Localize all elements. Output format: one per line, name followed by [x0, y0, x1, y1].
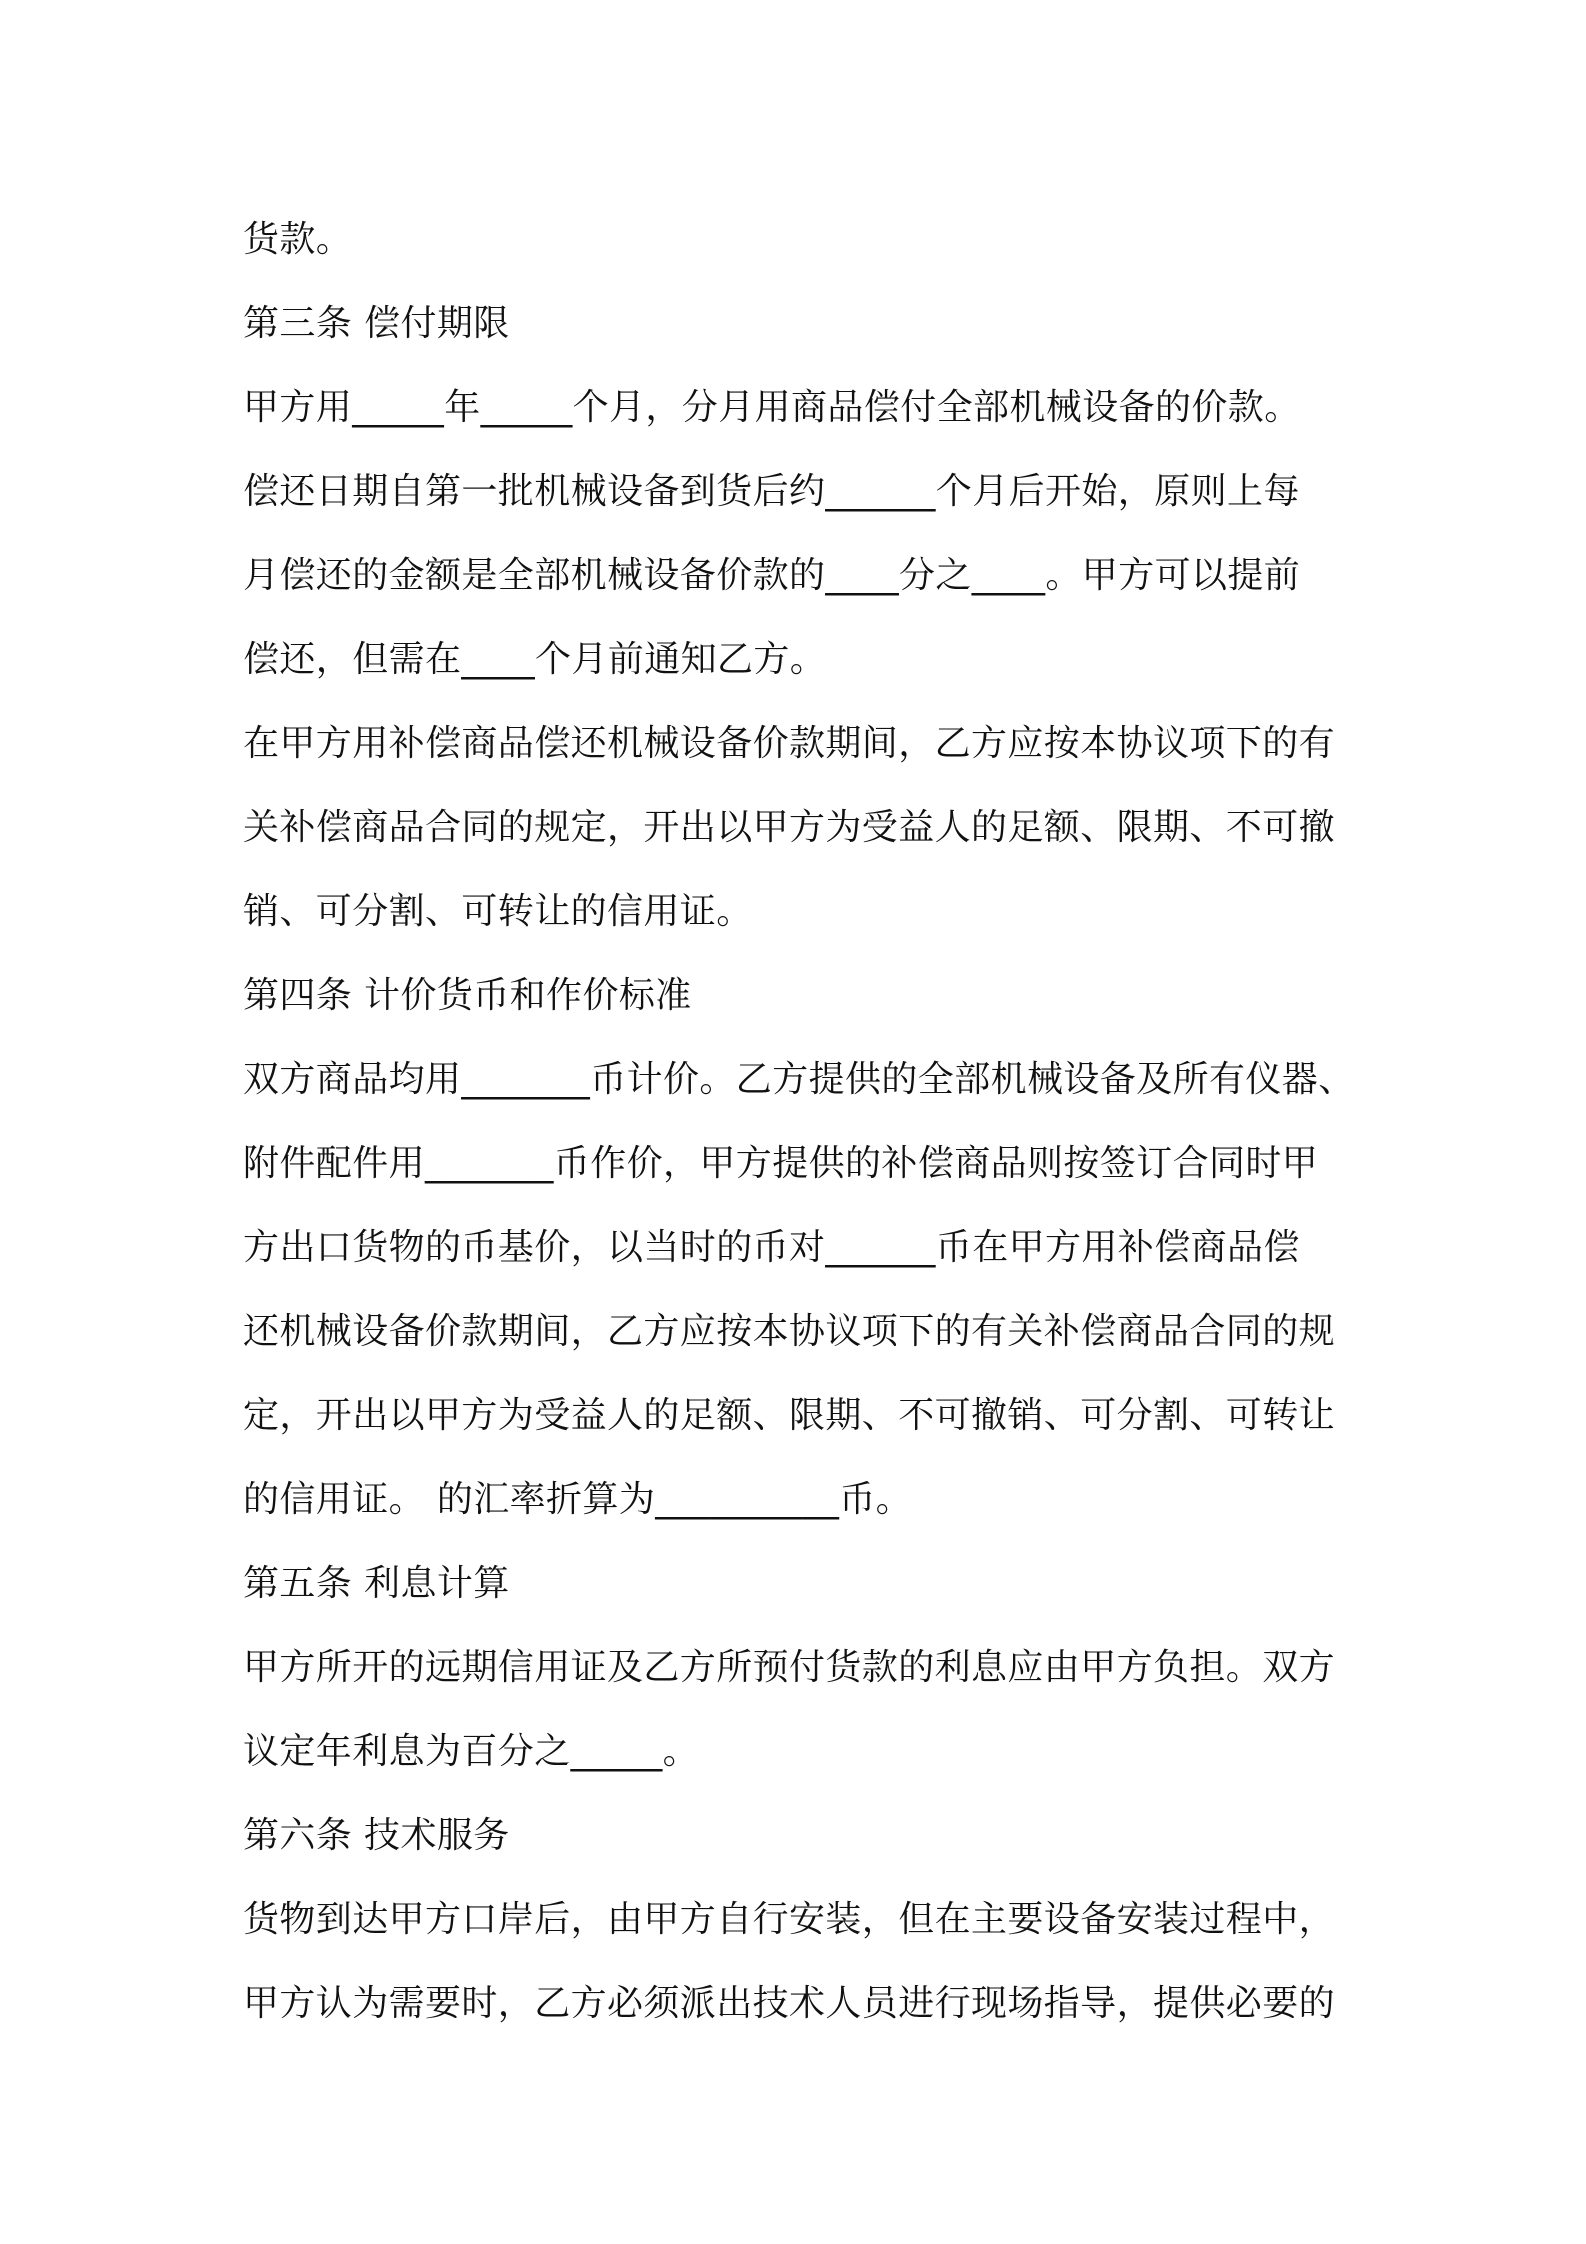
- paragraph-line: 月偿还的金额是全部机械设备价款的____分之____。甲方可以提前: [243, 555, 1301, 596]
- paragraph-line: 货款。: [243, 219, 353, 260]
- paragraph-line: 货物到达甲方口岸后，由甲方自行安装，但在主要设备安装过程中，: [243, 1899, 1336, 1940]
- paragraph-line: 销、可分割、可转让的信用证。: [243, 891, 753, 932]
- paragraph-line: 附件配件用_______币作价，甲方提供的补偿商品则按签订合同时甲: [243, 1143, 1319, 1184]
- document-body: [243, 198, 1363, 2046]
- article-heading: 第五条 利息计算: [243, 1563, 510, 1604]
- paragraph-line: 的信用证。 的汇率折算为__________币。: [243, 1479, 913, 1520]
- article-heading: 第三条 偿付期限: [243, 303, 510, 344]
- paragraph-line: 在甲方用补偿商品偿还机械设备价款期间，乙方应按本协议项下的有: [243, 723, 1336, 764]
- paragraph-line: 甲方用_____年_____个月，分月用商品偿付全部机械设备的价款。: [243, 387, 1301, 428]
- paragraph-line: 还机械设备价款期间，乙方应按本协议项下的有关补偿商品合同的规: [243, 1311, 1336, 1352]
- paragraph-line: 偿还，但需在____个月前通知乙方。: [243, 639, 827, 680]
- paragraph-line: 关补偿商品合同的规定，开出以甲方为受益人的足额、限期、不可撤: [243, 807, 1336, 848]
- paragraph-line: 双方商品均用_______币计价。乙方提供的全部机械设备及所有仪器、: [243, 1059, 1355, 1100]
- article-heading: 第六条 技术服务: [243, 1815, 510, 1856]
- paragraph-line: 甲方认为需要时，乙方必须派出技术人员进行现场指导，提供必要的: [243, 1983, 1336, 2024]
- paragraph-line: 方出口货物的币基价，以当时的币对______币在甲方用补偿商品偿: [243, 1227, 1300, 1268]
- paragraph-line: 定，开出以甲方为受益人的足额、限期、不可撤销、可分割、可转让: [243, 1395, 1336, 1436]
- article-heading: 第四条 计价货币和作价标准: [243, 975, 692, 1016]
- paragraph-line: 偿还日期自第一批机械设备到货后约______个月后开始，原则上每: [243, 471, 1300, 512]
- paragraph-line: 甲方所开的远期信用证及乙方所预付货款的利息应由甲方负担。双方: [243, 1647, 1336, 1688]
- paragraph-line: 议定年利息为百分之_____。: [243, 1731, 700, 1772]
